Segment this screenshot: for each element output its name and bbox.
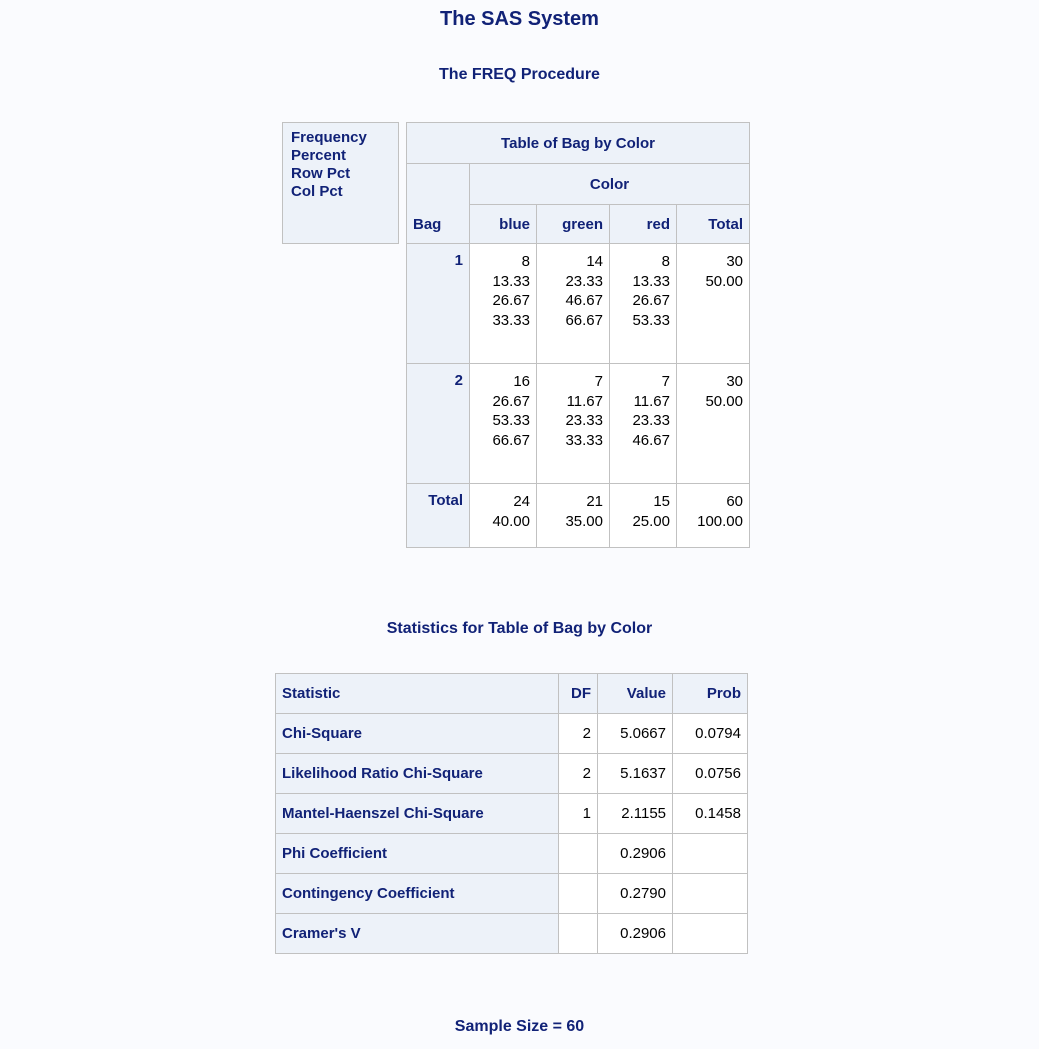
cell-value: 8 [521, 253, 530, 270]
crosstab-cell [537, 364, 610, 484]
cell-value: 23.33 [565, 412, 603, 429]
cell-value: 66.67 [565, 311, 603, 329]
cell-value: 24 [513, 493, 530, 510]
cell-value: 60 [726, 493, 743, 510]
stat-name: Chi-Square [276, 714, 559, 754]
cell-value: 7 [594, 373, 603, 390]
legend-col-pct: Col Pct [291, 183, 343, 200]
legend-frequency: Frequency [291, 129, 367, 146]
col-header-green: green [537, 205, 610, 244]
statistics-table [275, 673, 748, 954]
cell-value: 46.67 [565, 292, 603, 309]
crosstab-cell [677, 364, 750, 484]
stats-header-prob: Prob [673, 674, 748, 714]
stat-value: 0.2906 [598, 834, 673, 874]
col-var-header: Color [470, 164, 750, 205]
stat-df: 1 [559, 794, 598, 834]
cell-value: 33.33 [492, 311, 530, 329]
cell-value: 23.33 [632, 412, 670, 429]
sample-size: Sample Size = 60 [454, 1018, 585, 1035]
stats-caption: Statistics for Table of Bag by Color [386, 620, 653, 637]
stats-header-statistic: Statistic [276, 674, 559, 714]
row-label: 2 [407, 364, 470, 484]
procedure-title: The FREQ Procedure [439, 66, 600, 83]
crosstab-cell [470, 364, 537, 484]
stat-prob: 0.0756 [673, 754, 748, 794]
crosstab-body [407, 244, 750, 548]
cell-value: 66.67 [492, 431, 530, 449]
row-label: 1 [407, 244, 470, 364]
stats-row [276, 794, 748, 834]
stats-row [276, 914, 748, 954]
stats-header-value: Value [598, 674, 673, 714]
cell-value: 33.33 [565, 431, 603, 449]
cell-value: 14 [586, 253, 603, 270]
stats-row [276, 874, 748, 914]
crosstab-cell [470, 484, 537, 548]
cell-value: 53.33 [492, 412, 530, 429]
cell-contents-legend [282, 122, 399, 244]
stat-prob [673, 874, 748, 914]
row-var-header: Bag [407, 164, 470, 244]
cell-value: 46.67 [632, 431, 670, 449]
stats-body [276, 714, 748, 954]
stat-prob: 0.1458 [673, 794, 748, 834]
crosstab-cell [610, 484, 677, 548]
crosstab-cell [610, 364, 677, 484]
cell-value: 11.67 [633, 392, 670, 410]
cell-value: 15 [653, 493, 670, 510]
cell-value: 53.33 [632, 311, 670, 329]
cell-value: 25.00 [632, 512, 670, 530]
stats-header-df: DF [559, 674, 598, 714]
stat-prob [673, 914, 748, 954]
crosstab-caption: Table of Bag by Color [407, 123, 750, 164]
crosstab-cell [677, 244, 750, 364]
cell-value: 30 [726, 253, 743, 270]
stats-row [276, 714, 748, 754]
stat-df [559, 874, 598, 914]
crosstab-cell [537, 244, 610, 364]
cell-value: 30 [726, 373, 743, 390]
stat-value: 2.1155 [598, 794, 673, 834]
cell-value: 26.67 [632, 292, 670, 309]
crosstab-row [407, 484, 750, 548]
crosstab-cell [537, 484, 610, 548]
crosstab-cell [470, 244, 537, 364]
cell-value: 13.33 [632, 272, 670, 290]
cell-value: 16 [513, 373, 530, 390]
col-header-blue: blue [470, 205, 537, 244]
cell-value: 7 [661, 373, 670, 390]
stat-df: 2 [559, 714, 598, 754]
crosstab-cell [677, 484, 750, 548]
stat-df [559, 834, 598, 874]
stat-df [559, 914, 598, 954]
row-label: Total [407, 484, 470, 548]
stats-row [276, 754, 748, 794]
cell-value: 50.00 [705, 392, 743, 410]
crosstab-cell [610, 244, 677, 364]
stat-name: Cramer's V [276, 914, 559, 954]
crosstab-row [407, 244, 750, 364]
stat-prob: 0.0794 [673, 714, 748, 754]
stat-name: Phi Coefficient [276, 834, 559, 874]
legend-row-pct: Row Pct [291, 165, 351, 182]
stat-name: Contingency Coefficient [276, 874, 559, 914]
stats-row [276, 834, 748, 874]
col-header-red: red [610, 205, 677, 244]
stat-prob [673, 834, 748, 874]
stat-df: 2 [559, 754, 598, 794]
cell-value: 40.00 [492, 512, 530, 530]
cell-value: 100.00 [697, 512, 743, 530]
crosstab-row [407, 364, 750, 484]
cell-value: 50.00 [705, 272, 743, 290]
stat-value: 0.2790 [598, 874, 673, 914]
stat-value: 0.2906 [598, 914, 673, 954]
stat-name: Likelihood Ratio Chi-Square [276, 754, 559, 794]
cell-value: 23.33 [565, 272, 603, 290]
cell-value: 21 [586, 493, 603, 510]
cell-value: 35.00 [565, 512, 603, 530]
stat-name: Mantel-Haenszel Chi-Square [276, 794, 559, 834]
cell-value: 13.33 [492, 272, 530, 290]
stat-value: 5.1637 [598, 754, 673, 794]
crosstab-table [406, 122, 750, 548]
cell-value: 8 [661, 253, 670, 270]
page-title: The SAS System [440, 8, 599, 30]
cell-value: 11.67 [566, 392, 603, 410]
cell-value: 26.67 [492, 392, 530, 410]
col-header-total: Total [677, 205, 750, 244]
cell-value: 26.67 [492, 292, 530, 309]
legend-percent: Percent [291, 147, 347, 164]
stat-value: 5.0667 [598, 714, 673, 754]
